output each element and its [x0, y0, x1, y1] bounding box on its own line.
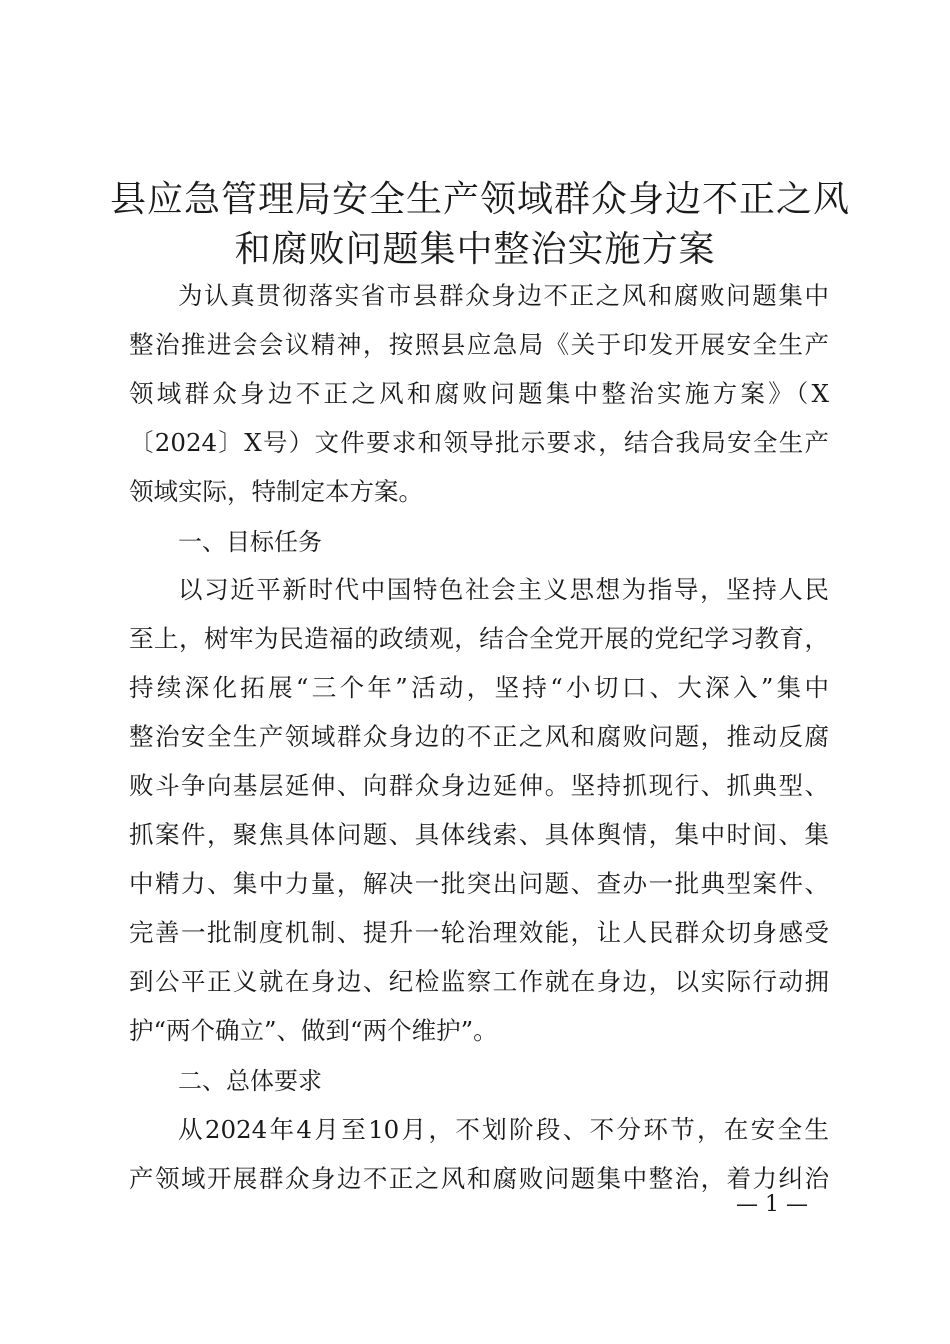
- section-1-line: 以习近平新时代中国特色社会主义思想为指导，坚持人民: [178, 575, 829, 604]
- document-title-line-1: 县应急管理局安全生产领域群众身边不正之风: [110, 179, 851, 220]
- section-1-line: 护“两个确立”、做到“两个维护”。: [129, 1016, 498, 1045]
- section-1-line: 持续深化拓展“三个年”活动，坚持“小切口、大深入”集中: [129, 673, 829, 702]
- intro-paragraph-line: 整治推进会会议精神，按照县应急局《关于印发开展安全生产: [129, 330, 829, 359]
- document-title-line-2: 和腐败问题集中整治实施方案: [234, 229, 716, 270]
- intro-paragraph-line: 为认真贯彻落实省市县群众身边不正之风和腐败问题集中: [178, 281, 829, 310]
- section-2-line: 从2024年4月至10月，不划阶段、不分环节，在安全生: [178, 1115, 829, 1144]
- section-1-line: 抓案件，聚焦具体问题、具体线索、具体舆情，集中时间、集: [129, 820, 829, 849]
- intro-paragraph-line: 〔2024〕X号）文件要求和领导批示要求，结合我局安全生产: [129, 428, 829, 457]
- section-1-line: 至上，树牢为民造福的政绩观，结合全党开展的党纪学习教育，: [129, 624, 829, 653]
- intro-paragraph-line: 领域群众身边不正之风和腐败问题集中整治实施方案》（X: [129, 379, 829, 408]
- section-1-line: 完善一批制度机制、提升一轮治理效能，让人民群众切身感受: [129, 918, 829, 947]
- intro-paragraph-line: 领域实际，特制定本方案。: [129, 477, 423, 506]
- section-1-heading: 一、目标任务: [178, 528, 322, 556]
- page-number: — 1 —: [736, 1192, 808, 1217]
- section-1-line: 整治安全生产领域群众身边的不正之风和腐败问题，推动反腐: [129, 722, 829, 751]
- section-2-heading: 二、总体要求: [178, 1067, 322, 1095]
- section-1-line: 到公平正义就在身边、纪检监察工作就在身边，以实际行动拥: [129, 967, 829, 996]
- section-2-line: 产领域开展群众身边不正之风和腐败问题集中整治，着力纠治: [129, 1164, 829, 1193]
- section-1-line: 中精力、集中力量，解决一批突出问题、查办一批典型案件、: [129, 869, 829, 898]
- section-1-line: 败斗争向基层延伸、向群众身边延伸。坚持抓现行、抓典型、: [129, 771, 829, 800]
